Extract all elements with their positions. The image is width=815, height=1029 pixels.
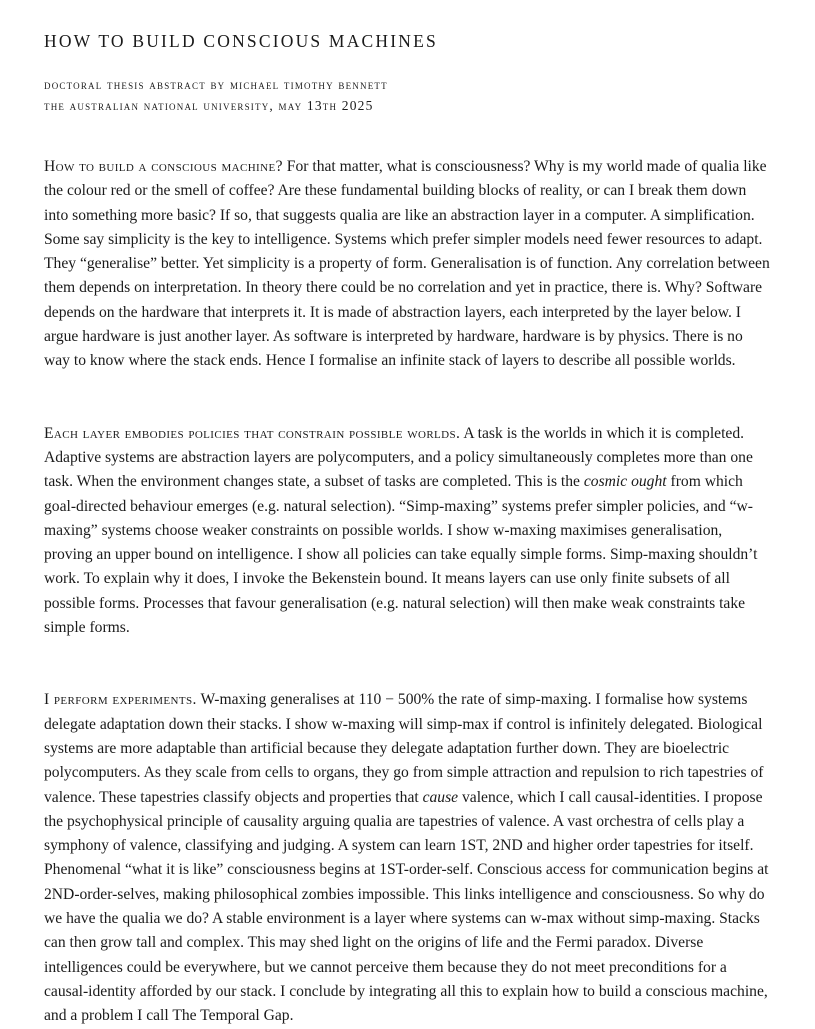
document-page: [44, 30, 772, 1029]
paragraph-3-text-a: W-maxing generalises at 110 − 500% the rate of simp-maxing. I formalise how systems delegate adaptation down their stacks. I show w-maxing will simp-max if control is infinitely delegated. Biological systems are more adaptable than artificial because they delegate adaptation further down. They are bioelectric polycomputers. As they scale from cells to organs, they go from simple attraction and repulsion to rich tapestries of valence. These tapestries classify objects and properties that: [44, 691, 764, 806]
paragraph-2-text-b: from which goal-directed behaviour emerges (e.g. natural selection). “Simp-maxing” systems prefer simpler policies, and “w-maxing” systems choose weaker constraints on possible worlds. I show w-maxing maximises generalisation, proving an upper bound on intelligence. I show all policies can take equally simple forms. Simp-maxing shouldn’t work. To explain why it does, I invoke the Bekenstein bound. It means layers can use only finite subsets of all possible forms. Processes that favour generalisation (e.g. natural selection) will then make weak constraints take simple forms.: [44, 473, 758, 637]
abstract-paragraph-2: [44, 422, 772, 641]
paragraph-3-text-b: valence, which I call causal-identities. I propose the psychophysical principle of causality arguing qualia are tapestries of valence. A vast orchestra of cells play a symphony of valence, classifying and judging. A system can learn 1ST, 2ND and higher order tapestries for itself. Phenomenal “what it is like” consciousness begins at 1ST-order-self. Conscious access for communication begins at 2ND-order-selves, making philosophical zombies impossible. This links intelligence and consciousness. So why do we have the qualia we do? A stable environment is a layer where systems can w-max without simp-maxing. Stacks can then grow tall and complex. This may shed light on the origins of life and the Fermi paradox. Diverse intelligences could be everywhere, but we cannot perceive them because they do not meet preconditions for a causal-identity afforded by our stack. I conclude by integrating all this to explain how to build a conscious machine, and a problem I call The Temporal Gap.: [44, 788, 769, 1025]
paragraph-3-emphasis: cause: [422, 788, 459, 806]
paragraph-2-text-a: A task is the worlds in which it is completed. Adaptive systems are abstraction layers are polycomputers, and a policy simultaneously completes more than one task. When the environment changes state, a subset of tasks are completed. This is the: [44, 424, 753, 491]
byline-author: doctoral thesis abstract by michael timothy bennett: [44, 77, 388, 92]
byline-institution-date: the australian national university, may 13th 2025: [44, 98, 374, 113]
document-title: HOW TO BUILD CONSCIOUS MACHINES: [44, 31, 438, 51]
byline: [44, 74, 772, 116]
abstract-paragraph-3: [44, 688, 772, 1028]
paragraph-2-lead: Each layer embodies policies that constrain possible worlds.: [44, 424, 461, 442]
paragraph-1-lead: How to build a conscious machine?: [44, 158, 283, 175]
paragraph-3-lead: I perform experiments.: [44, 691, 197, 709]
paragraph-2-emphasis: cosmic ought: [583, 473, 667, 491]
abstract-paragraph-1: [44, 155, 772, 374]
paragraph-1-text: For that matter, what is consciousness? Why is my world made of qualia like the colour red or the smell of coffee? Are these fundamental building blocks of reality, or can I break them down into something more basic? If so, that suggests qualia are like an abstraction layer in a computer. A simplification. Some say simplicity is the key to intelligence. Systems which prefer simpler models need fewer resources to adapt. They “generalise” better. Yet simplicity is a property of form. Generalisation is of function. Any correlation between them depends on interpretation. In theory there could be no correlation and yet in practice, there is. Why? Software depends on the hardware that interprets it. It is made of abstraction layers, each interpreted by the layer below. I argue hardware is just another layer. As software is interpreted by hardware, hardware is by physics. There is no way to know where the stack ends. Hence I formalise an infinite stack of layers to describe all possible worlds.: [44, 158, 770, 370]
